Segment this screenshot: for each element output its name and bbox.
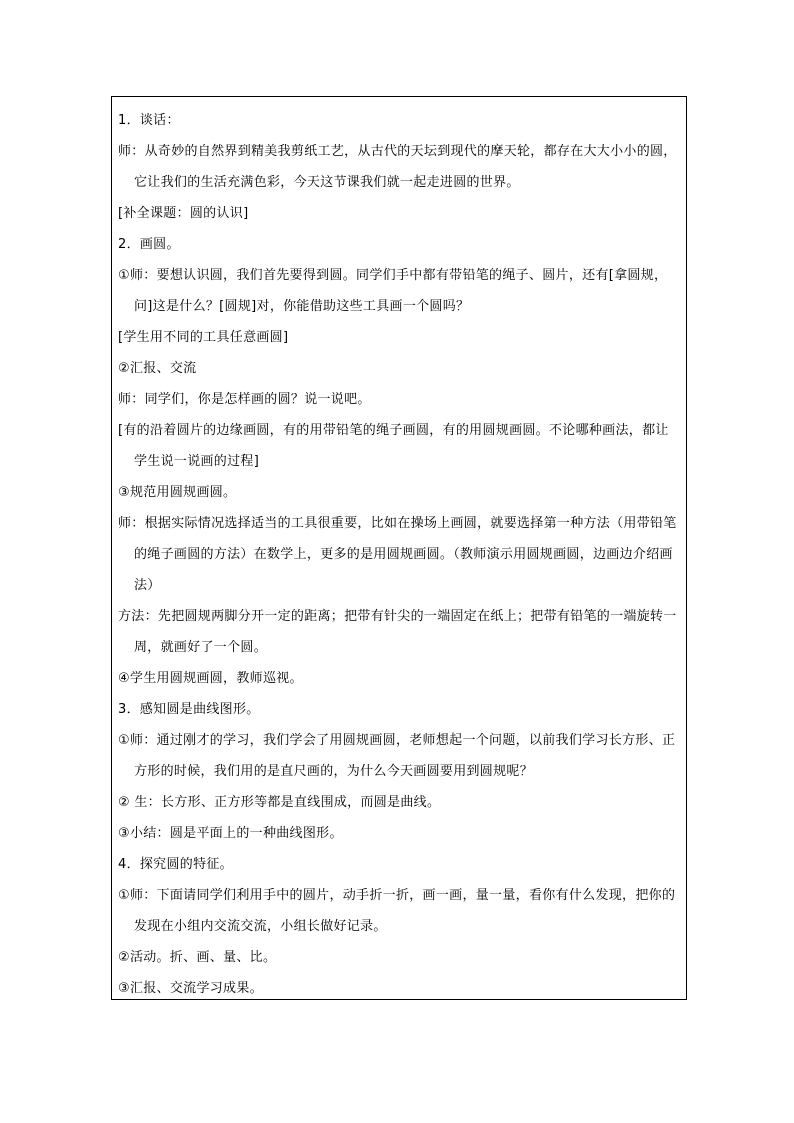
paragraph: [学生用不同的工具任意画圆] (118, 330, 289, 345)
paragraph: [补全课题：圆的认识] (118, 206, 249, 221)
section-heading-talk: 1．谈话： (118, 113, 180, 128)
paragraph: ①师：通过刚才的学习，我们学会了用圆规画圆，老师想起一个问题，以前我们学习长方形、正方形的时候，我们用的是直尺画的，为什么今天画圆要用到圆规呢？ (118, 733, 676, 779)
paragraph: ②活动。折、画、量、比。 (118, 950, 277, 965)
lesson-text (118, 105, 680, 1004)
section-heading-draw-circle: 2．画圆。 (118, 237, 180, 252)
paragraph: ①师：要想认识圆，我们首先要得到圆。同学们手中都有带铅笔的绳子、圆片，还有[拿圆规，问]这是什么？[圆规]对，你能借助这些工具画一个圆吗？ (118, 268, 668, 314)
paragraph: ②汇报、交流 (118, 361, 197, 376)
section-heading-features: 4．探究圆的特征。 (118, 857, 233, 872)
paragraph: ③汇报、交流学习成果。 (118, 981, 263, 996)
lesson-content-table-cell (111, 96, 687, 1000)
paragraph: ③规范用圆规画圆。 (118, 485, 237, 500)
paragraph: ③小结：圆是平面上的一种曲线图形。 (118, 826, 343, 841)
section-heading-curve-shape: 3．感知圆是曲线图形。 (118, 702, 260, 717)
paragraph: 师：根据实际情况选择适当的工具很重要，比如在操场上画圆，就要选择第一种方法（用带铅笔的绳子画圆的方法）在数学上，更多的是用圆规画圆。（教师演示用圆规画圆，边画边介绍画法） (118, 516, 677, 593)
paragraph: 师：从奇妙的自然界到精美我剪纸工艺，从古代的天坛到现代的摩天轮，都存在大大小小的圆，它让我们的生活充满色彩，今天这节课我们就一起走进圆的世界。 (118, 144, 677, 190)
paragraph: [有的沿着圆片的边缘画圆，有的用带铅笔的绳子画圆，有的用圆规画圆。不论哪种画法，都让学生说一说画的过程] (118, 423, 669, 469)
paragraph: ② 生：长方形、正方形等都是直线围成，而圆是曲线。 (118, 795, 441, 810)
paragraph: ④学生用圆规画圆，教师巡视。 (118, 671, 303, 686)
paragraph: ①师：下面请同学们利用手中的圆片，动手折一折，画一画，量一量，看你有什么发现，把你的发现在小组内交流交流，小组长做好记录。 (118, 888, 676, 934)
paragraph: 师：同学们，你是怎样画的圆？说一说吧。 (118, 392, 371, 407)
paragraph: 方法：先把圆规两脚分开一定的距离；把带有针尖的一端固定在纸上；把带有铅笔的一端旋转一周，就画好了一个圆。 (118, 609, 677, 655)
